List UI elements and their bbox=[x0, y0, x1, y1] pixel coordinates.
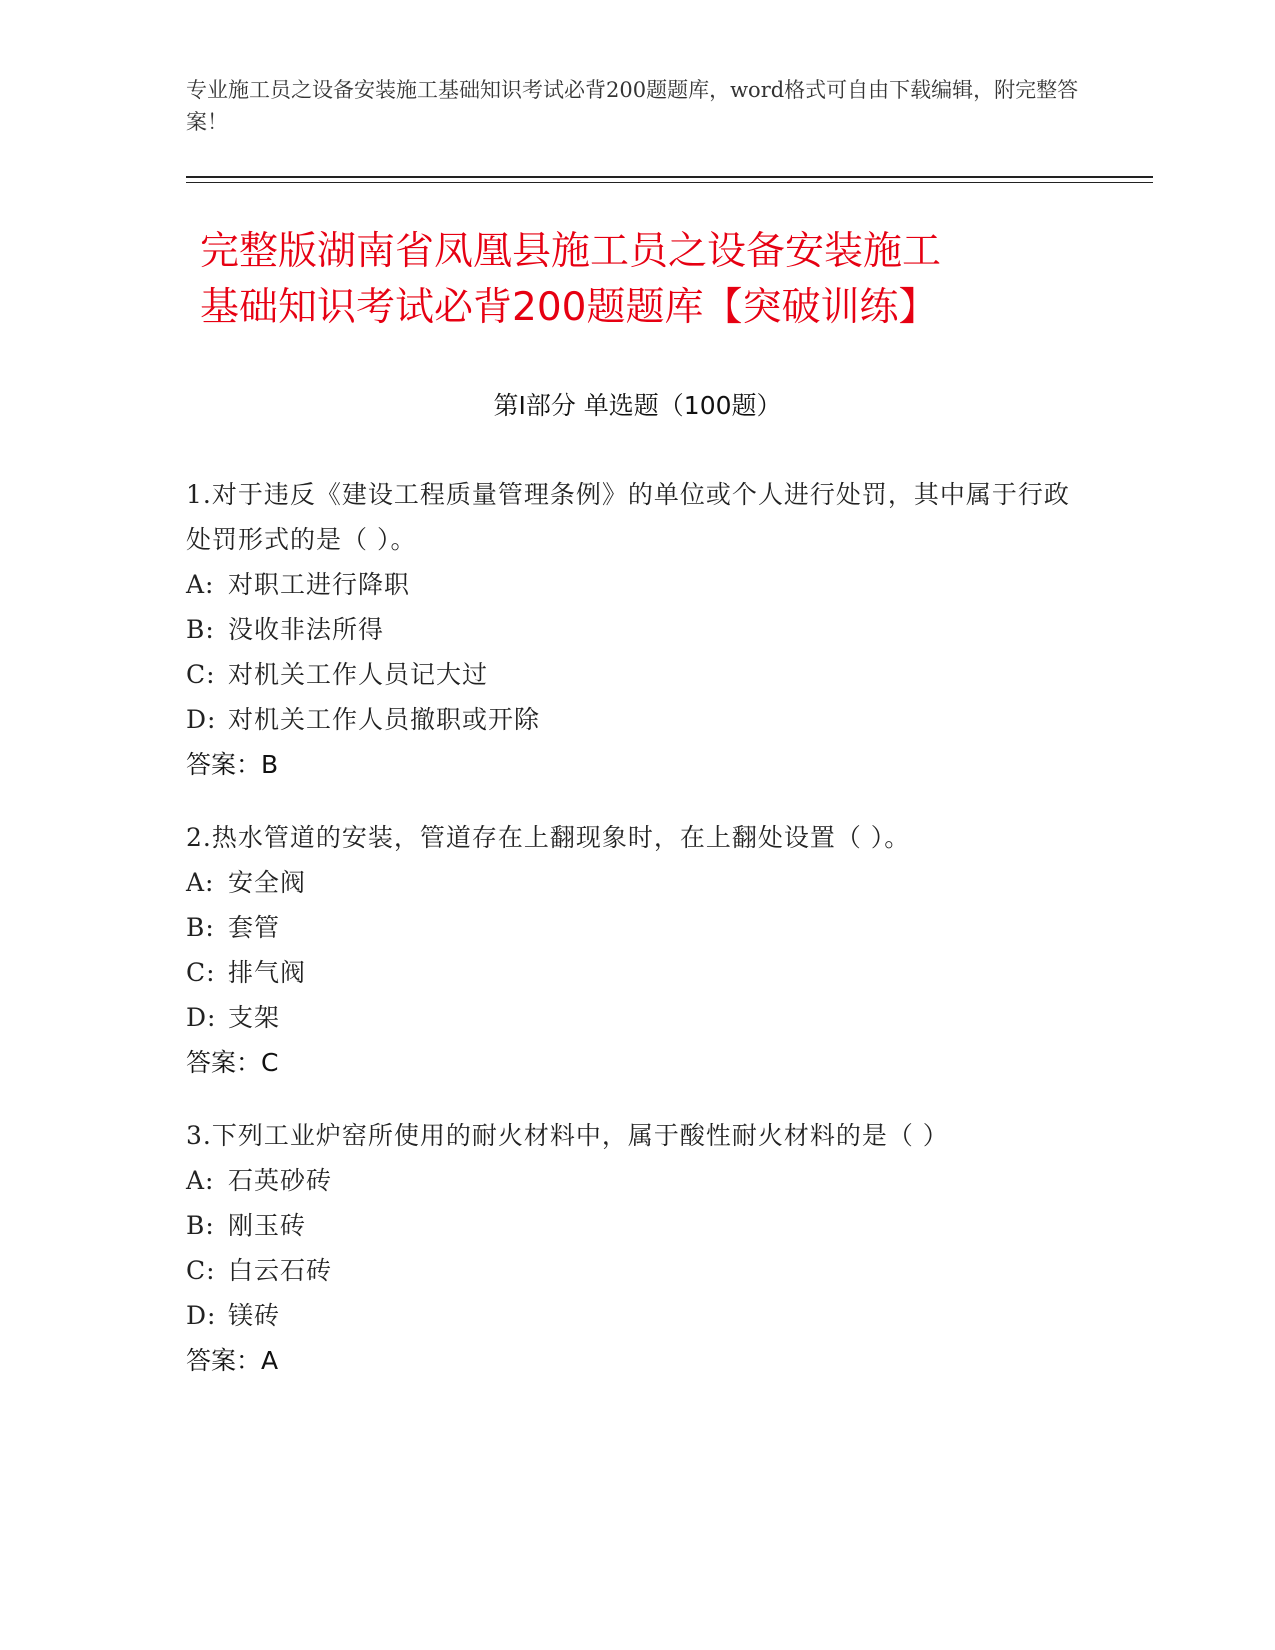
section-heading: 第Ⅰ部分 单选题（100题） bbox=[493, 391, 782, 420]
option-label: A: bbox=[186, 868, 215, 897]
question-stem: 3.下列工业炉窑所使用的耐火材料中，属于酸性耐火材料的是（ ） bbox=[186, 1121, 949, 1150]
option-text: 排气阀 bbox=[228, 958, 307, 987]
option-c bbox=[186, 1248, 1086, 1293]
option-label: C: bbox=[186, 1256, 216, 1285]
option-label: B: bbox=[186, 1211, 215, 1240]
option-label: A: bbox=[186, 1166, 215, 1195]
option-text: 对机关工作人员撤职或开除 bbox=[228, 705, 541, 734]
option-label: D: bbox=[186, 705, 217, 734]
header-divider-thin bbox=[186, 182, 1153, 183]
header-note: 专业施工员之设备安装施工基础知识考试必背200题题库，word格式可自由下载编辑，附完整答案！ bbox=[186, 78, 1079, 134]
header-divider-thick bbox=[186, 176, 1153, 178]
option-text: 没收非法所得 bbox=[228, 615, 385, 644]
option-text: 套管 bbox=[228, 913, 281, 942]
option-text: 安全阀 bbox=[228, 868, 307, 897]
option-b bbox=[186, 1203, 1086, 1248]
title-line-1: 完整版湖南省凤凰县施工员之设备安装施工 bbox=[200, 229, 942, 274]
document-title bbox=[200, 224, 1080, 336]
question-3 bbox=[186, 1113, 1086, 1383]
option-label: A: bbox=[186, 570, 215, 599]
option-b bbox=[186, 905, 1086, 950]
option-text: 镁砖 bbox=[228, 1301, 281, 1330]
option-a bbox=[186, 1158, 1086, 1203]
answer: 答案：B bbox=[186, 750, 279, 779]
question-2 bbox=[186, 815, 1086, 1085]
option-a bbox=[186, 562, 1086, 607]
option-text: 支架 bbox=[228, 1003, 281, 1032]
option-d bbox=[186, 1293, 1086, 1338]
option-c bbox=[186, 652, 1086, 697]
option-c bbox=[186, 950, 1086, 995]
option-b bbox=[186, 607, 1086, 652]
option-text: 刚玉砖 bbox=[228, 1211, 307, 1240]
question-1 bbox=[186, 472, 1086, 787]
option-label: D: bbox=[186, 1003, 217, 1032]
option-label: C: bbox=[186, 660, 216, 689]
question-stem: 1.对于违反《建设工程质量管理条例》的单位或个人进行处罚，其中属于行政处罚形式的是（ ）。 bbox=[186, 480, 1070, 554]
question-stem: 2.热水管道的安装，管道存在上翻现象时，在上翻处设置（ ）。 bbox=[186, 823, 911, 852]
title-line-2: 基础知识考试必背200题题库【突破训练】 bbox=[200, 285, 938, 330]
option-text: 对职工进行降职 bbox=[228, 570, 411, 599]
option-text: 石英砂砖 bbox=[228, 1166, 333, 1195]
answer: 答案：A bbox=[186, 1346, 279, 1375]
option-label: C: bbox=[186, 958, 216, 987]
option-d bbox=[186, 995, 1086, 1040]
option-text: 对机关工作人员记大过 bbox=[228, 660, 489, 689]
question-list bbox=[186, 472, 1086, 1411]
option-label: D: bbox=[186, 1301, 217, 1330]
option-d bbox=[186, 697, 1086, 742]
option-a bbox=[186, 860, 1086, 905]
option-text: 白云石砖 bbox=[228, 1256, 333, 1285]
option-label: B: bbox=[186, 913, 215, 942]
answer: 答案：C bbox=[186, 1048, 279, 1077]
option-label: B: bbox=[186, 615, 215, 644]
